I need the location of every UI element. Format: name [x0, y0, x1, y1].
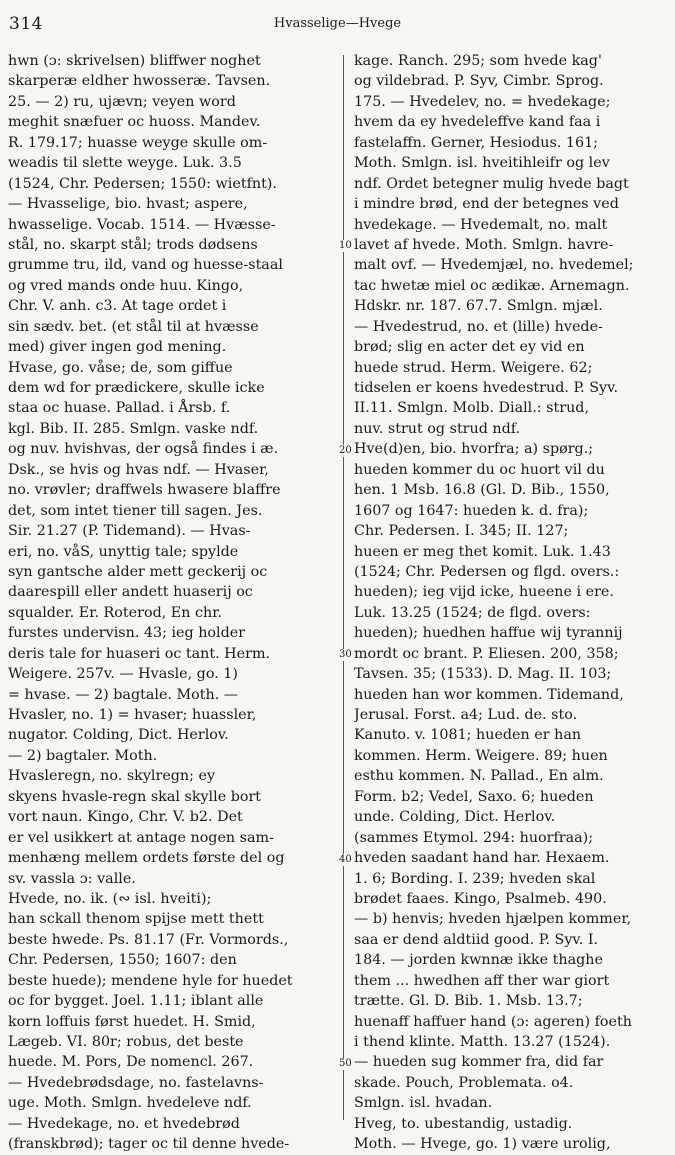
- page-number: 314: [9, 14, 43, 34]
- text-line: Jerusal. Forst. a4; Lud. de. sto.: [354, 707, 578, 723]
- text-line: og vred mands onde huu. Kingo,: [8, 277, 244, 294]
- text-line: hueden kommer du oc huort vil du: [354, 461, 605, 478]
- text-line: Smlgn. isl. hvadan.: [354, 1095, 493, 1112]
- text-line: hueen er meg thet komit. Luk. 1.43: [354, 543, 611, 560]
- text-line: Kanuto. v. 1081; hueden er han: [354, 727, 582, 744]
- text-line: 175. — Hvedelev, no. = hvedekage;: [354, 93, 611, 110]
- text-line: hvedekage. — Hvedemalt, no. malt: [354, 216, 608, 233]
- text-line: Hvasleregn, no. skylregn; ey: [8, 768, 216, 785]
- text-line: (1524, Chr. Pedersen; 1550: wietfnt).: [8, 175, 277, 192]
- text-line: skarperæ eldher hwosseræ. Tavsen.: [8, 73, 271, 90]
- text-line: — 2) bagtaler. Moth.: [8, 747, 158, 764]
- text-line: — hueden sug kommer fra, did far: [354, 1054, 604, 1071]
- text-line: — Hvedebrødsdage, no. fastelavns-: [8, 1074, 264, 1091]
- text-line: huede strud. Herm. Weigere. 62;: [354, 359, 593, 376]
- text-line: = hvase. — 2) bagtale. Moth. —: [8, 686, 239, 703]
- text-line: hueden); ieg vijd icke, hueene i ere.: [354, 584, 614, 601]
- text-line: hueden han wor kommen. Tidemand,: [354, 686, 624, 703]
- text-line: Hvasler, no. 1) = hvaser; huassler,: [8, 707, 257, 723]
- text-line: squalder. Er. Roterod, En chr.: [8, 604, 223, 621]
- text-line: og nuv. hvishvas, der også findes i æ.: [8, 441, 279, 458]
- text-line: Lægeb. VI. 80r; robus, det beste: [8, 1034, 244, 1050]
- text-line: trætte. Gl. D. Bib. 1. Msb. 13.7;: [354, 993, 583, 1010]
- text-line: Form. b2; Vedel, Saxo. 6; hueden: [354, 788, 594, 805]
- text-line: meghit snæfuer oc huoss. Mandev.: [8, 114, 261, 131]
- text-line: og vildebrad. P. Syv, Cimbr. Sprog.: [354, 73, 604, 90]
- line-number: 40: [339, 853, 352, 865]
- text-line: vort naun. Kingo, Chr. V. b2. Det: [8, 809, 243, 826]
- text-line: hueden); huedhen haffue wij tyrannij: [354, 625, 623, 642]
- text-line: II.11. Smlgn. Molb. Diall.: strud,: [354, 400, 589, 417]
- text-line: unde. Colding, Dict. Herlov.: [354, 809, 556, 826]
- text-line: syn gantsche alder mett geckerij oc: [8, 563, 268, 580]
- text-line: huede. M. Pors, De nomencl. 267.: [8, 1054, 254, 1071]
- text-line: kgl. Bib. II. 285. Smlgn. vaske ndf.: [8, 420, 259, 437]
- text-line: sv. vassla ɔ: valle.: [8, 870, 136, 887]
- text-line: Sir. 21.27 (P. Tidemand). — Hvas-: [8, 523, 251, 540]
- text-line: Chr. Pedersen, 1550; 1607: den: [8, 952, 237, 969]
- text-line: huenaff haffuer hand (ɔ: ageren) foeth: [354, 1013, 632, 1030]
- text-line: Chr. Pedersen. I. 345; II. 127;: [354, 523, 569, 540]
- text-line: no. vrøvler; draffwels hwasere blaffre: [8, 482, 281, 499]
- text-line: hwasselige. Vocab. 1514. — Hvæsse-: [8, 216, 276, 233]
- text-line: hen. 1 Msb. 16.8 (Gl. D. Bib., 1550,: [354, 482, 610, 499]
- text-line: Moth. — Hvege, go. 1) være urolig,: [354, 1136, 611, 1153]
- text-line: fastelaffn. Gerner, Hesiodus. 161;: [354, 134, 598, 151]
- text-line: Luk. 13.25 (1524; de flgd. overs:: [354, 604, 591, 621]
- text-line: oc for bygget. Joel. 1.11; iblant alle: [8, 993, 264, 1010]
- text-line: Chr. V. anh. c3. At tage ordet i: [8, 298, 227, 315]
- text-line: saa er dend aldtiid good. P. Syv. I.: [354, 931, 599, 948]
- text-line: Weigere. 257v. — Hvasle, go. 1): [8, 666, 238, 683]
- text-line: — Hvasselige, bio. hvast; aspere,: [8, 196, 248, 213]
- text-line: korn loffuis først huedet. H. Smid,: [8, 1013, 256, 1030]
- text-line: grumme tru, ild, vand og huesse-staal: [8, 257, 283, 274]
- text-line: malt ovf. — Hvedemjæl, no. hvedemel;: [354, 257, 634, 274]
- text-line: med) giver ingen god mening.: [8, 339, 227, 356]
- text-line: 184. — jorden kwnnæ ikke thaghe: [354, 952, 603, 969]
- text-line: eri, no. våS, unyttig tale; spylde: [8, 543, 239, 560]
- text-line: Hve(d)en, bio. hvorfra; a) spørg.;: [354, 441, 594, 458]
- text-line: Hvede, no. ik. (∾ isl. hveiti);: [8, 890, 212, 907]
- text-line: R. 179.17; huasse weyge skulle om-: [8, 134, 268, 151]
- text-line: (franskbrød); tager oc til denne hvede-: [8, 1136, 290, 1153]
- text-line: hvem da ey hvedeleffve kand faa i: [354, 114, 601, 131]
- text-line: 1607 og 1647: hueden k. d. fra);: [354, 502, 589, 519]
- text-line: skyens hvasle-regn skal skylle bort: [8, 788, 262, 805]
- text-line: 1. 6; Bording. I. 239; hveden skal: [354, 870, 596, 887]
- text-line: det, som intet tiener till sagen. Jes.: [8, 502, 263, 519]
- text-line: uge. Moth. Smlgn. hvedeleve ndf.: [8, 1095, 252, 1112]
- text-line: beste huede); mendene hyle for huedet: [8, 972, 293, 989]
- text-line: sin sædv. bet. (et stål til at hvæsse: [8, 318, 259, 335]
- text-line: weadis til slette weyge. Luk. 3.5: [8, 155, 242, 172]
- text-line: — Hvedestrud, no. et (lille) hvede-: [354, 318, 603, 335]
- text-line: furstes undervisn. 43; ieg holder: [8, 625, 246, 642]
- text-line: han sckall thenom spijse mett thett: [8, 911, 264, 928]
- text-line: esthu kommen. N. Pallad., En alm.: [354, 768, 604, 785]
- text-line: — Hvedekage, no. et hvedebrød: [8, 1115, 240, 1132]
- text-line: tidselen er koens hvedestrud. P. Syv.: [354, 380, 619, 396]
- text-line: (sammes Etymol. 294: huorfraa);: [354, 829, 594, 846]
- text-line: mordt oc brant. P. Eliesen. 200, 358;: [354, 645, 619, 662]
- text-line: lavet af hvede. Moth. Smlgn. havre-: [354, 236, 614, 253]
- text-line: daarespill eller andett huaserij oc: [8, 584, 253, 601]
- text-line: hwn (ɔ: skrivelsen) bliffwer noghet: [8, 53, 261, 69]
- text-line: dem wd for prædickere, skulle icke: [8, 380, 265, 396]
- running-head: Hvasselige—Hvege: [273, 16, 402, 31]
- text-line: er vel usikkert at antage nogen sam-: [8, 829, 274, 846]
- text-line: skade. Pouch, Problemata. o4.: [354, 1074, 574, 1091]
- text-line: Hdskr. nr. 187. 67.7. Smlgn. mjæl.: [354, 298, 603, 315]
- text-line: them ... hwedhen aff ther war giort: [354, 972, 610, 989]
- text-line: ndf. Ordet betegner mulig hvede bagt: [354, 175, 629, 192]
- line-number: 20: [339, 444, 352, 456]
- line-number: 30: [339, 649, 352, 661]
- text-line: beste hwede. Ps. 81.17 (Fr. Vormords.,: [8, 931, 289, 948]
- text-line: tac hwetæ miel oc ædikæ. Arnemagn.: [354, 277, 630, 294]
- line-number: 10: [339, 240, 352, 252]
- text-line: i mindre brød, end der betegnes ved: [354, 196, 619, 213]
- text-line: kommen. Herm. Weigere. 89; huen: [354, 747, 608, 764]
- text-line: staa oc huase. Pallad. i Årsb. f.: [8, 400, 231, 417]
- text-line: 25. — 2) ru, ujævn; veyen word: [8, 93, 236, 110]
- text-line: hveden saadant hand har. Hexaem.: [354, 850, 610, 867]
- text-line: stål, no. skarpt stål; trods dødsens: [8, 236, 258, 253]
- text-line: brød; slig en acter det ey vid en: [354, 339, 585, 356]
- text-line: Hveg, to. ubestandig, ustadig.: [354, 1115, 573, 1132]
- text-line: — b) henvis; hveden hjælpen kommer,: [354, 911, 632, 928]
- text-line: deris tale for huaseri oc tant. Herm.: [8, 645, 271, 662]
- text-line: menhæng mellem ordets første del og: [8, 850, 285, 867]
- text-line: nuv. strut og strud ndf.: [354, 420, 521, 437]
- text-line: nugator. Colding, Dict. Herlov.: [8, 727, 229, 744]
- text-line: (1524; Chr. Pedersen og flgd. overs.:: [354, 563, 620, 580]
- text-line: Hvase, go. våse; de, som giffue: [8, 359, 233, 376]
- text-line: Moth. Smlgn. isl. hveitihleifr og lev: [354, 155, 610, 172]
- text-line: kage. Ranch. 295; som hvede kag': [354, 53, 602, 69]
- line-number: 50: [339, 1058, 352, 1070]
- text-line: Tavsen. 35; (1533). D. Mag. II. 103;: [354, 666, 612, 683]
- text-line: i thend klinte. Matth. 13.27 (1524).: [354, 1034, 611, 1050]
- text-line: Dsk., se hvis og hvas ndf. — Hvaser,: [8, 461, 269, 478]
- text-line: brødet faaes. Kingo, Psalmeb. 490.: [354, 890, 607, 907]
